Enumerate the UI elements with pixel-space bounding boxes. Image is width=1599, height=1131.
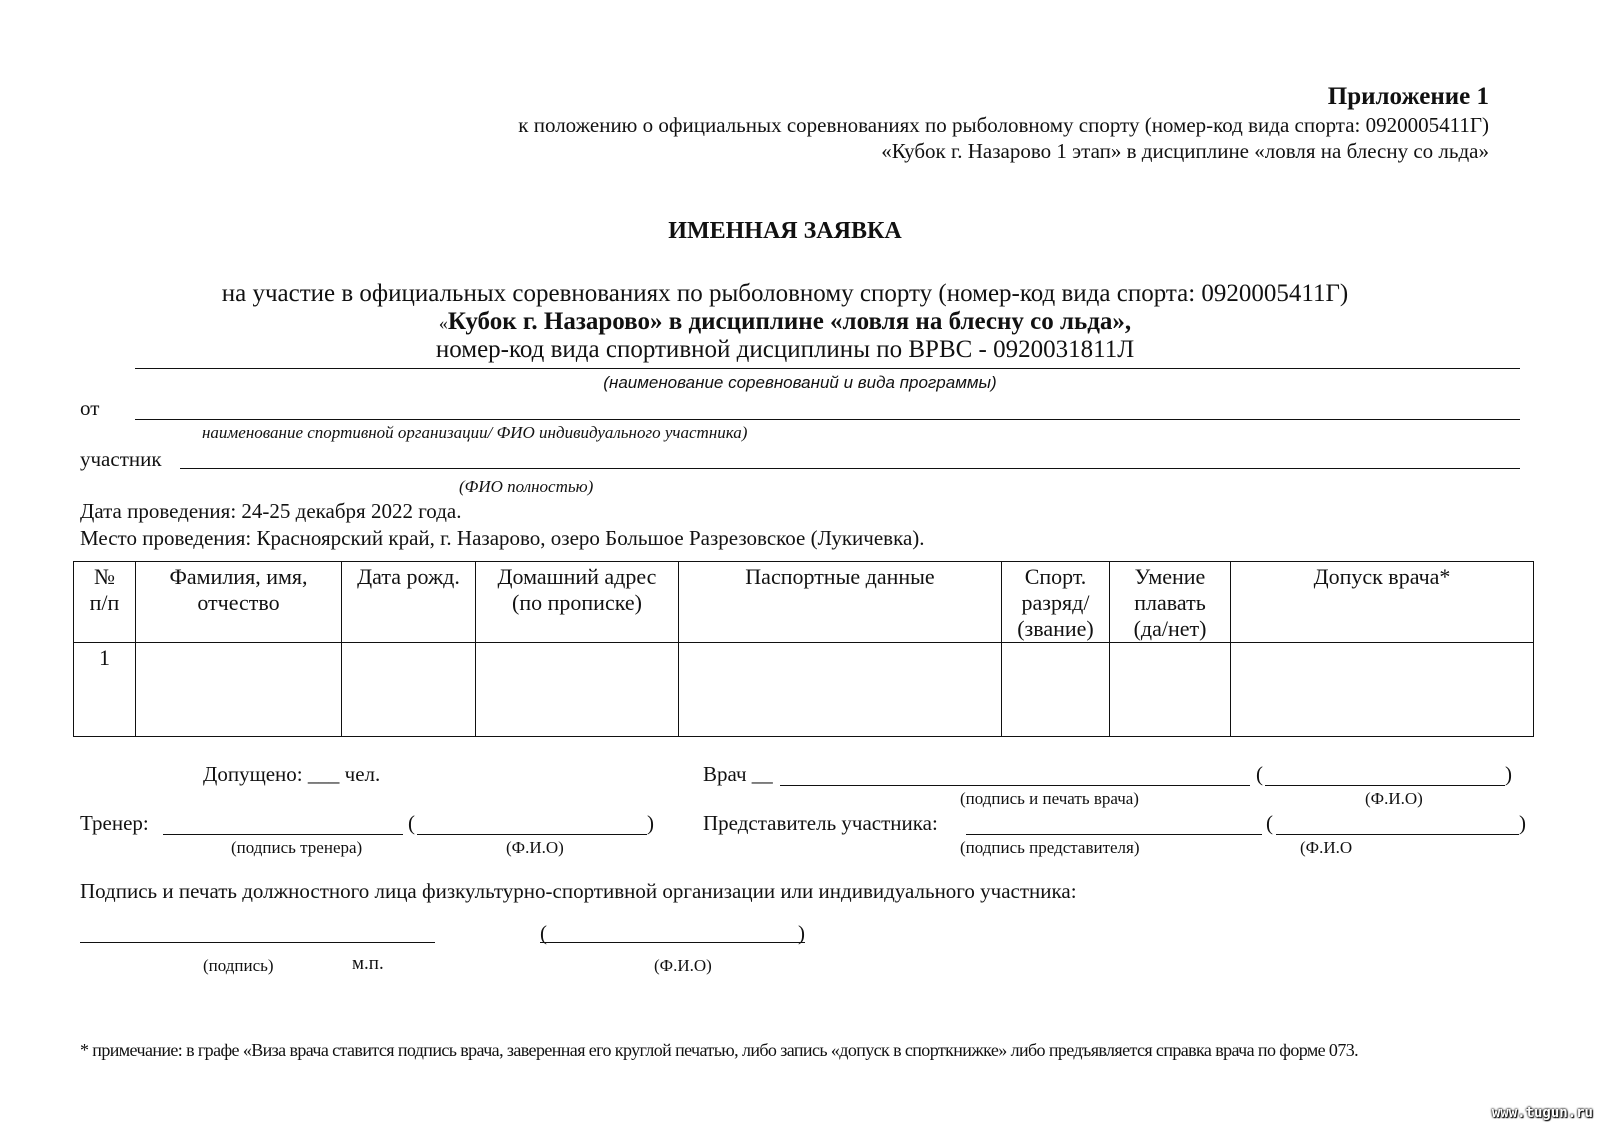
representative-fio-open-paren: ( xyxy=(1266,811,1273,835)
official-fio-close-paren: ) xyxy=(798,921,805,945)
watermark: www.tugun.ru xyxy=(1491,1105,1593,1121)
participant-caption: (ФИО полностью) xyxy=(459,477,594,496)
from-label: от xyxy=(80,396,100,420)
document-title: ИМЕННАЯ ЗАЯВКА xyxy=(668,218,902,244)
header-address: Домашний адрес (по прописке) xyxy=(476,562,679,643)
header-birth: Дата рожд. xyxy=(342,562,476,643)
competition-name: Кубок г. Назарово» в дисциплине «ловля на блесну со льда», xyxy=(447,308,1132,335)
event-date: Дата проведения: 24-25 декабря 2022 года. xyxy=(80,499,462,523)
official-fio-open-paren: ( xyxy=(540,921,547,945)
subtitle-line-2 xyxy=(0,308,1570,336)
coach-signature-field[interactable] xyxy=(163,834,403,835)
coach-fio-close-paren: ) xyxy=(647,811,654,835)
participants-table xyxy=(73,561,1534,737)
cell-rank[interactable] xyxy=(1002,643,1110,737)
representative-signature-field[interactable] xyxy=(966,834,1262,835)
doctor-fio-field[interactable] xyxy=(1265,785,1505,786)
doctor-signature-caption: (подпись и печать врача) xyxy=(960,789,1139,808)
representative-fio-close-paren: ) xyxy=(1519,811,1526,835)
stamp-place: м.п. xyxy=(352,953,384,974)
doctor-signature-field[interactable] xyxy=(780,785,1250,786)
cell-doctor[interactable] xyxy=(1231,643,1534,737)
participant-field[interactable] xyxy=(180,468,1520,469)
representative-fio-caption: (Ф.И.О xyxy=(1300,838,1353,857)
appendix-line-1: к положению о официальных соревнованиях по рыболовному спорту (номер-код вида спорта: 0920005411Г) xyxy=(518,113,1489,137)
representative-fio-field[interactable] xyxy=(1276,834,1519,835)
official-fio-field[interactable] xyxy=(540,942,805,943)
cell-passport[interactable] xyxy=(679,643,1002,737)
subtitle-line-3: номер-код вида спортивной дисциплины по ВРВС - 0920031811Л xyxy=(435,336,1135,363)
footnote: * примечание: в графе «Виза врача ставится подпись врача, заверенная его круглой печатью, либо запись «допуск в спорткнижке» либо предъявляется справка врача по форме 073. xyxy=(80,1040,1359,1060)
coach-fio-caption: (Ф.И.О) xyxy=(506,838,564,857)
participant-label: участник xyxy=(80,447,162,471)
official-signature-caption: (подпись) xyxy=(203,956,274,975)
coach-signature-caption: (подпись тренера) xyxy=(231,838,363,857)
cell-swim[interactable] xyxy=(1110,643,1231,737)
header-num: № п/п xyxy=(74,562,136,643)
competition-caption: (наименование соревнований и вида программы) xyxy=(603,373,997,392)
representative-label: Представитель участника: xyxy=(703,811,938,835)
coach-fio-open-paren: ( xyxy=(408,811,415,835)
official-signature-field[interactable] xyxy=(80,942,435,943)
representative-signature-caption: (подпись представителя) xyxy=(960,838,1140,857)
coach-label: Тренер: xyxy=(80,811,149,835)
cell-address[interactable] xyxy=(476,643,679,737)
doctor-label: Врач __ xyxy=(703,762,773,786)
header-passport: Паспортные данные xyxy=(679,562,1002,643)
table-row xyxy=(74,643,1534,737)
official-signature-text: Подпись и печать должностного лица физкультурно-спортивной организации или индивидуального участника: xyxy=(80,879,1077,903)
appendix-title: Приложение 1 xyxy=(1327,83,1489,110)
competition-name-underline xyxy=(135,368,1520,369)
doctor-fio-open-paren: ( xyxy=(1256,762,1263,786)
admitted-count: Допущено: ___ чел. xyxy=(203,762,381,786)
subtitle-line-1: на участие в официальных соревнованиях по рыболовному спорту (номер-код вида спорта: 0920005411Г) xyxy=(221,280,1349,307)
subtitle-line-2-quote: « xyxy=(438,313,448,333)
official-fio-caption: (Ф.И.О) xyxy=(654,956,712,975)
coach-fio-field[interactable] xyxy=(417,834,647,835)
header-name: Фамилия, имя, отчество xyxy=(136,562,342,643)
event-place: Место проведения: Красноярский край, г. Назарово, озеро Большое Разрезовское (Лукичевка). xyxy=(80,526,925,550)
header-swim: Умение плавать (да/нет) xyxy=(1110,562,1231,643)
appendix-line-2: «Кубок г. Назарово 1 этап» в дисциплине «ловля на блесну со льда» xyxy=(881,139,1489,163)
cell-name[interactable] xyxy=(136,643,342,737)
from-field[interactable] xyxy=(135,419,1520,420)
doctor-fio-caption: (Ф.И.О) xyxy=(1365,789,1423,808)
from-caption: наименование спортивной организации/ ФИО индивидуального участника) xyxy=(202,423,748,442)
header-rank: Спорт. разряд/ (звание) xyxy=(1002,562,1110,643)
table-header-row xyxy=(74,562,1534,643)
cell-birth[interactable] xyxy=(342,643,476,737)
doctor-fio-close-paren: ) xyxy=(1505,762,1512,786)
header-doctor: Допуск врача* xyxy=(1231,562,1534,643)
cell-num: 1 xyxy=(74,643,136,737)
